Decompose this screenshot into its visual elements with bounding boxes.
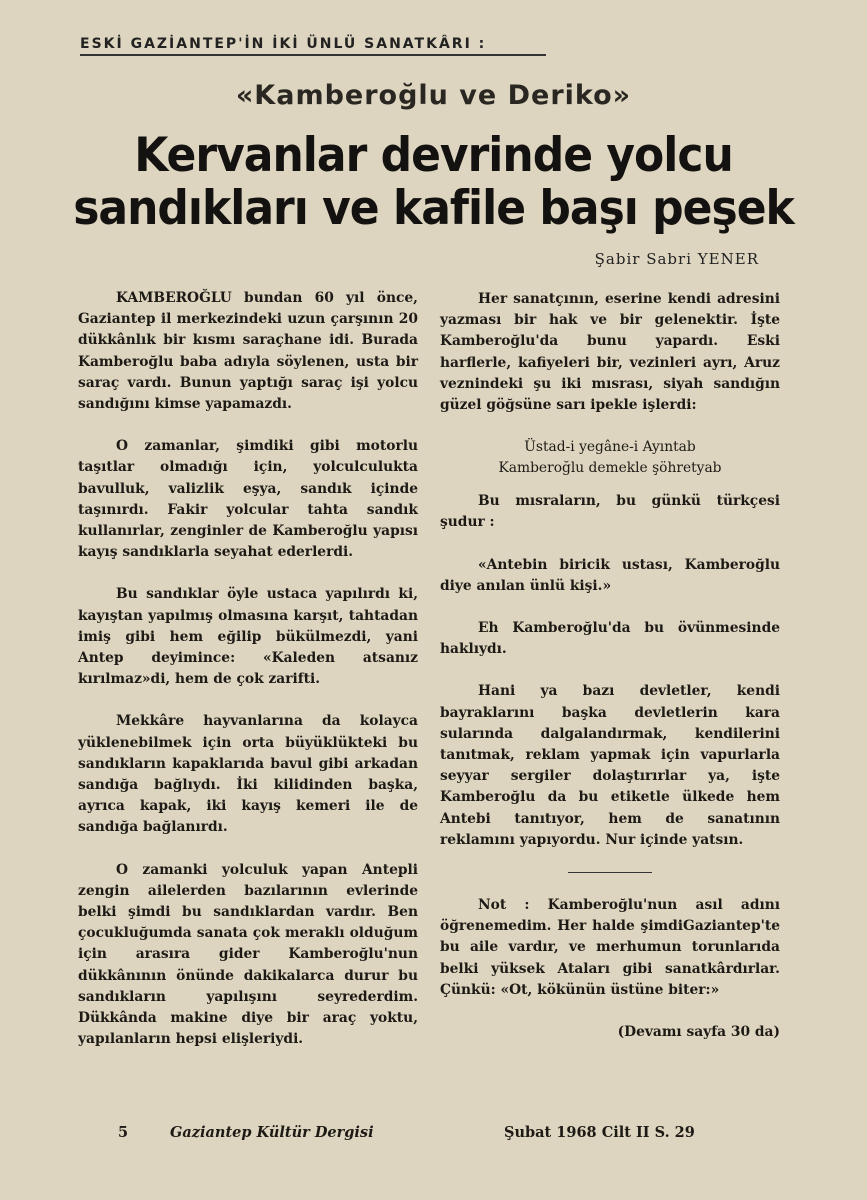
paragraph: Mekkâre hayvanlarına da kolayca yüklenebilmek için orta büyüklükteki bu sandıkların kapaklarıda bavul gibi arkadan sandığa bağlıydı. İki kilidinden başka, ayrıca kapak, iki kayış kemeri ile de sandığa bağlanırdı.	[78, 713, 418, 836]
right-column	[440, 289, 780, 1064]
note: Not : Kamberoğlu'nun asıl adını öğrenemedim. Her halde şimdiGaziantep'te bu aile vardır, ve merhumun torunlarıda belki yüksek Ataları gibi sanatkârdırlar. Çünkü: «Ot, kökünün üstüne biter:»	[440, 897, 780, 998]
series-title: ESKİ GAZİANTEP'İN İKİ ÜNLÜ SANATKÂRI :	[80, 36, 546, 56]
verse-line: Üstad-i yegâne-i Ayıntab	[524, 439, 696, 456]
paragraph: «Antebin biricik ustası, Kamberoğlu diye anılan ünlü kişi.»	[440, 556, 780, 594]
paragraph: Eh Kamberoğlu'da bu övünmesinde haklıydı.	[440, 620, 780, 658]
article-subtitle: «Kamberoğlu ve Deriko»	[235, 80, 632, 111]
paragraph: Hani ya bazı devletler, kendi bayraklarını başka devletlerin kara sularında dalgalandırmak, kendilerini tanıtmak, reklam yapmak için vapurlarla seyyar sergiler dolaştırırlar ya, işte Kamberoğlu da bu etiketle ülkede hem Antebi tanıtıyor, hem de sanatının reklamını yapıyordu. Nur içinde yatsın.	[440, 683, 780, 848]
verse	[440, 437, 780, 479]
issue-info: Şubat 1968 Cilt II S. 29	[504, 1124, 695, 1141]
page-number: 5	[118, 1124, 129, 1141]
paragraph: Her sanatçının, eserine kendi adresini yazması bir hak ve bir gelenektir. İşte Kamberoğlu'da bunu yapardı. Eski harflerle, kafiyeleri bir, vezinleri ayrı, Aruz veznindeki şu iki mısrası, siyah sandığın güzel göğsüne sarı ipekle işlerdi:	[440, 291, 780, 414]
author-byline: Şabir Sabri YENER	[594, 250, 759, 268]
magazine-name: Gaziantep Kültür Dergisi	[170, 1124, 374, 1141]
paragraph: KAMBEROĞLU bundan 60 yıl önce, Gaziantep il merkezindeki uzun çarşının 20 dükkânlık bir kısmı saraçhane idi. Burada Kamberoğlu baba adıyla söylenen, usta bir saraç vardı. Bunun yaptığı saraç işi yolcu sandığını kimse yapamazdı.	[78, 290, 418, 413]
left-column	[78, 288, 418, 1072]
headline-line-2: sandıkları ve kafile başı peşek	[73, 180, 794, 237]
verse-line: Kamberoğlu demekle şöhretyab	[498, 460, 722, 477]
paragraph: O zamanki yolculuk yapan Antepli zengin ailelerden bazılarının evlerinde belki şimdi bu sandıklardan vardır. Ben çocukluğumda sanata çok meraklı olduğum için arasıra gider Kamberoğlu'nun dükkânının önünde dakikalarca durur bu sandıkların yapılışını seyrederdim. Dükkânda makine diye bir araç yoktu, yapılanların hepsi elişleriydi.	[78, 861, 418, 1048]
continued-notice: (Devamı sayfa 30 da)	[617, 1024, 780, 1041]
paragraph: O zamanlar, şimdiki gibi motorlu taşıtlar olmadığı için, yolculculukta bavulluk, valizlik eşya, sandık içinde taşınırdı. Fakir yolcular tahta sandık kullanırlar, zenginler de Kamberoğlu yapısı kayış sandıklarla seyahat ederlerdi.	[78, 438, 418, 561]
paragraph: Bu sandıklar öyle ustaca yapılırdı ki, kayıştan yapılmış olmasına karşıt, tahtadan imiş gibi hem eğilip bükülmezdi, yani Antep deyimince: «Kaleden atsanız kırılmaz»di, hem de çok zarifti.	[78, 586, 418, 688]
paragraph: Bu mısraların, bu günkü türkçesi şudur :	[440, 493, 780, 531]
headline-line-1: Kervanlar devrinde yolcu	[134, 127, 733, 184]
divider	[568, 872, 652, 873]
